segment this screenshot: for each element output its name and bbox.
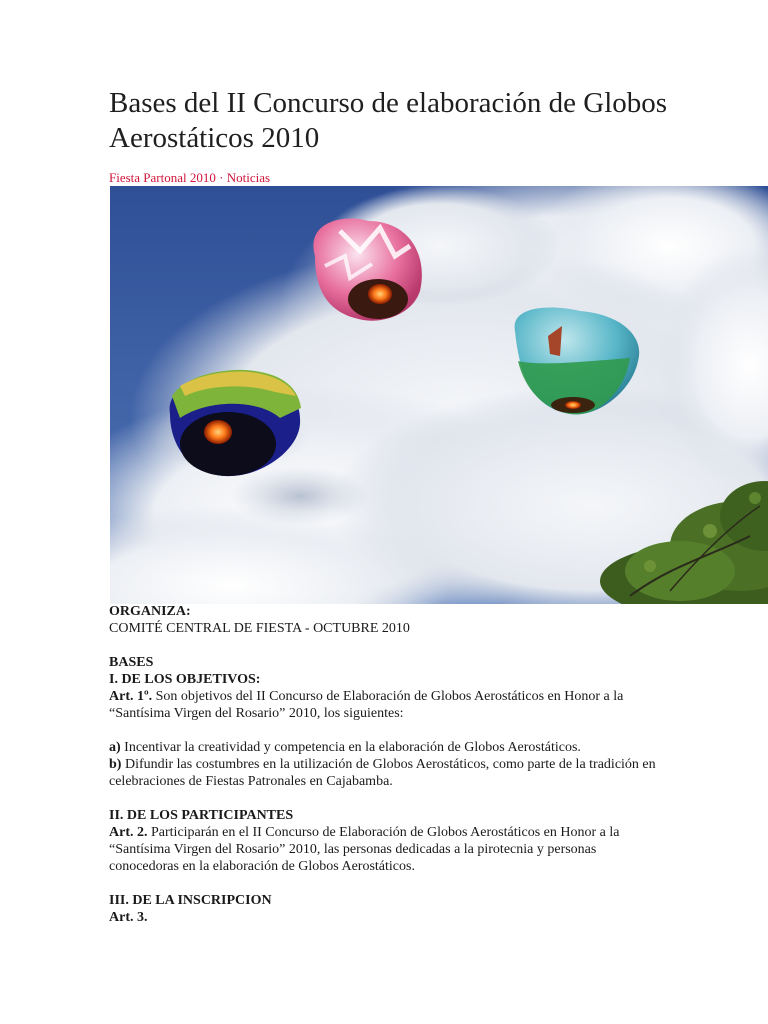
article-2-label: Art. 2.	[109, 825, 148, 840]
section-link[interactable]: Noticias	[226, 170, 271, 185]
article-1-label: Art. 1º.	[109, 689, 153, 704]
meta-separator: ·	[215, 170, 227, 185]
hot-air-balloons-photo	[110, 186, 768, 604]
article-3-label: Art. 3.	[109, 910, 148, 925]
category-link[interactable]: Fiesta Partonal 2010	[109, 170, 216, 185]
article-body	[109, 603, 669, 926]
section-1-heading: I. DE LOS OBJETIVOS:	[109, 672, 261, 687]
bases-heading: BASES	[109, 655, 154, 670]
section-3-heading: III. DE LA INSCRIPCION	[109, 893, 272, 908]
organiza-heading: ORGANIZA:	[109, 604, 191, 619]
item-b: b) Difundir las costumbres en la utilización de Globos Aerostáticos, como parte de la tradición en celebraciones de Fiestas Patronales en Cajabamba.	[109, 757, 656, 789]
section-2-heading: II. DE LOS PARTICIPANTES	[109, 808, 294, 823]
organiza-text: COMITÉ CENTRAL DE FIESTA - OCTUBRE 2010	[109, 621, 410, 636]
article-2: Art. 2. Participarán en el II Concurso de Elaboración de Globos Aerostáticos en Honor a la “Santísima Virgen del Rosario” 2010, las personas dedicadas a la pirotecnia y personas conocedoras en la elaboración de Globos Aerostáticos.	[109, 825, 620, 874]
article-title: Bases del II Concurso de elaboración de Globos Aerostáticos 2010	[109, 87, 668, 154]
article-meta	[109, 170, 270, 186]
item-a: a) Incentivar la creatividad y competencia en la elaboración de Globos Aerostáticos.	[109, 740, 581, 755]
article-3	[109, 909, 669, 926]
article-1: Art. 1º. Son objetivos del II Concurso de Elaboración de Globos Aerostáticos en Honor a la “Santísima Virgen del Rosario” 2010, los siguientes:	[109, 689, 624, 721]
